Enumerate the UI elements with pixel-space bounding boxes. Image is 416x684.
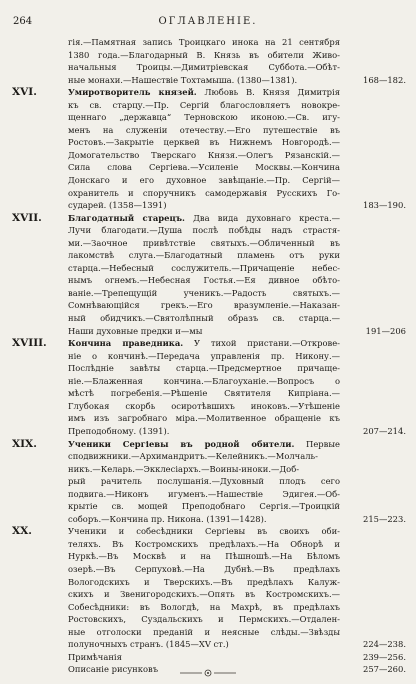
toc-entry xyxy=(12,651,408,664)
toc-line-text: Преподобному. (1391). xyxy=(68,425,170,436)
toc-line-text: сподвижники.—Архимандритъ.—Келейникъ.—Молчаль- xyxy=(68,451,318,462)
toc-line-text: Наши духовные предки и—мы xyxy=(68,325,203,336)
toc-line xyxy=(12,488,408,501)
toc-line xyxy=(12,212,408,225)
toc-line-text: Послѣдніе завѣты старца.—Предсмертное причаще- xyxy=(68,363,340,374)
toc-line xyxy=(12,199,408,212)
toc-line xyxy=(12,149,408,162)
page-range: 215—223. xyxy=(362,513,406,524)
toc-line-text: Донскаго и его духовное завѣщаніе.—Пр. Сергій— xyxy=(68,175,340,186)
toc-line-text: Описаніе рисунковъ xyxy=(68,664,159,675)
toc-line-text: ный обидчикъ.—Святолѣпный образъ св. старца.— xyxy=(68,313,340,324)
toc-line-text: Сила слова Сергіева.—Усиленіе Москвы.—Кончина xyxy=(68,162,340,173)
toc-line xyxy=(12,412,408,425)
toc-line-text: Лучи благодати.—Душа послѣ побѣды надъ страстя- xyxy=(68,225,340,236)
toc-line-text: ные монахи.—Нашествіе Тохтамыша. (1380—1381). xyxy=(68,74,298,85)
toc-line xyxy=(12,187,408,200)
chapter-number: XX. xyxy=(12,525,32,538)
toc-line-text: озерѣ.—Въ Серпуховѣ.—На Дубнѣ.—Въ предѣлахъ xyxy=(68,563,340,574)
toc-line xyxy=(12,425,408,438)
toc-line-text: щеннаго „державца“ Терновскою иконою.—Св. игу- xyxy=(68,112,340,123)
toc-line-text: имъ изъ загробнаго міра.—Молитвенное обращеніе къ xyxy=(68,413,340,424)
toc-line-text: лакомствѣ слуга.—Благодатный пламень отъ руки xyxy=(68,250,340,261)
chapter-heading: Благодатный старецъ. xyxy=(68,212,185,223)
toc-line-text: Умиротворитель князей. Любовь В. Князя Димитрія xyxy=(68,87,340,98)
toc-line-text: сударей. (1358—1391) xyxy=(68,200,167,211)
chapter-number: XVIII. xyxy=(12,337,47,350)
toc-line xyxy=(12,513,408,526)
toc-line xyxy=(12,538,408,551)
toc-line-text: подвига.—Никонъ игуменъ.—Нашествіе Эдигея.—Об- xyxy=(68,488,340,499)
toc-line-text: Благодатный старецъ. Два вида духовнаго креста.— xyxy=(68,212,340,223)
toc-line xyxy=(12,312,408,325)
toc-entry xyxy=(12,337,408,437)
toc-line-text: Ученики Сергіевы въ родной обители. Первые xyxy=(68,438,340,449)
toc-line xyxy=(12,337,408,350)
page-range: 224—238. xyxy=(362,639,406,650)
ornament-divider-icon xyxy=(178,668,238,678)
toc-line-text: ные отголоски преданій и неясные слѣды.—Звѣзды xyxy=(68,626,340,637)
toc-line xyxy=(12,500,408,513)
toc-line xyxy=(12,49,408,62)
toc-line-text: Ростовъ.—Закрытіе церквей въ Нижнемъ Новгородѣ.— xyxy=(68,137,340,148)
page-range: 257—260. xyxy=(362,664,406,675)
toc-line-text: начальныя Троицы.—Димитріевская Суббота.—Обѣт- xyxy=(68,62,340,73)
toc-line xyxy=(12,74,408,87)
toc-entry xyxy=(12,86,408,211)
page-title: ОГЛАВЛЕНІЕ. xyxy=(158,16,258,27)
toc-line-text: рый рачитель послушанія.—Духовный плодъ сего xyxy=(68,476,340,487)
toc-line-text: Собесѣдники: въ Вологдѣ, на Махрѣ, въ предѣлахъ xyxy=(68,601,340,612)
toc-line xyxy=(12,475,408,488)
toc-line xyxy=(12,450,408,463)
toc-line-text: менъ на служеніи отечеству.—Его путешествіе въ xyxy=(68,124,340,135)
toc-line xyxy=(12,626,408,639)
toc-line-text: Примѣчанія xyxy=(68,651,122,662)
toc-line-text: соборъ.—Кончина пр. Никона. (1391—1428). xyxy=(68,513,267,524)
page-range: 183—190. xyxy=(362,200,406,211)
chapter-heading: Умиротворитель князей. xyxy=(68,87,197,98)
page-range: 168—182. xyxy=(362,74,406,85)
toc-line-text: ми.—Заочное привѣтствіе святыхъ.—Обличенный въ xyxy=(68,237,340,248)
toc-line-text: Кончина праведника. У тихой пристани.—Открове- xyxy=(68,338,340,349)
toc-line xyxy=(12,86,408,99)
toc-line-text: ніе о кончинѣ.—Передача управленія пр. Никону.— xyxy=(68,350,340,361)
toc-line xyxy=(12,325,408,338)
toc-line xyxy=(12,224,408,237)
chapter-number: XVII. xyxy=(12,211,42,224)
toc-line xyxy=(12,375,408,388)
toc-line-text: Вологодскихъ и Тверскихъ.—Въ предѣлахъ Калуж- xyxy=(68,576,340,587)
page-range: 207—214. xyxy=(362,425,406,436)
toc-line-text: Сомнѣвающійся грекъ.—Его вразумленіе.—Наказан- xyxy=(68,300,340,311)
toc-line-text: ніе.—Блаженная кончина.—Благоуханіе.—Вопросъ о xyxy=(68,375,340,386)
toc-line-text: охранитель и споручникъ самодержавія Русскихъ Го- xyxy=(68,187,340,198)
toc-line-text: ваніе.—Трепещущій ученикъ.—Радость святыхъ.— xyxy=(68,287,340,298)
table-of-contents xyxy=(12,36,408,676)
toc-line xyxy=(12,638,408,651)
toc-line-text: скихъ и Звенигородскихъ.—Опять въ Костромскихъ.— xyxy=(68,589,340,600)
toc-line xyxy=(12,161,408,174)
toc-line xyxy=(12,111,408,124)
toc-line-text: гія.—Памятная запись Троицкаго инока на 21 сентября xyxy=(68,37,340,47)
toc-line-text: Домогательство Тверскаго Князя.—Олегъ Рязанскій.— xyxy=(68,149,340,160)
toc-line xyxy=(12,563,408,576)
chapter-heading: Ученики Сергіевы въ родной обители. xyxy=(68,438,295,449)
toc-line xyxy=(12,299,408,312)
toc-line xyxy=(12,237,408,250)
toc-line xyxy=(12,262,408,275)
toc-line xyxy=(12,136,408,149)
toc-line xyxy=(12,613,408,626)
toc-entry xyxy=(12,36,408,86)
toc-line xyxy=(12,287,408,300)
toc-line-text: Ученики и собесѣдники Сергіевы въ своихъ оби- xyxy=(68,526,340,537)
toc-line xyxy=(12,362,408,375)
toc-line-text: къ св. старцу.—Пр. Сергій благословляетъ новокре- xyxy=(68,99,340,110)
toc-line xyxy=(12,350,408,363)
toc-line xyxy=(12,588,408,601)
toc-line-text: крытіе св. мощей Преподобнаго Сергія.—Троицкій xyxy=(68,501,340,512)
toc-line xyxy=(12,400,408,413)
toc-line xyxy=(12,651,408,664)
toc-line-text: Глубокая скорбь осиротѣвшихъ иноковъ.—Утѣшеніе xyxy=(68,400,340,411)
toc-line xyxy=(12,550,408,563)
toc-line xyxy=(12,249,408,262)
page-range: 191—206 xyxy=(365,325,406,336)
page-number: 264 xyxy=(13,16,33,27)
toc-line-text: теляхъ. Въ Костромскихъ предѣлахъ.—На Обнорѣ и xyxy=(68,538,340,549)
toc-entry xyxy=(12,212,408,337)
chapter-heading: Кончина праведника. xyxy=(68,338,184,349)
toc-line-text: никъ.—Келарь.—Экклесіархъ.—Воины-иноки.—Доб- xyxy=(68,463,300,474)
toc-line xyxy=(12,387,408,400)
toc-line xyxy=(12,601,408,614)
toc-line xyxy=(12,274,408,287)
toc-line xyxy=(12,61,408,74)
toc-line xyxy=(12,124,408,137)
toc-line xyxy=(12,174,408,187)
toc-line xyxy=(12,576,408,589)
chapter-number: XVI. xyxy=(12,86,37,99)
toc-line-text: Нуркѣ.—Въ Москвѣ и на Пѣшношѣ.—На Бѣломъ xyxy=(68,551,340,562)
toc-line-text: Ростовскихъ, Суздальскихъ и Пермскихъ.—Отдален- xyxy=(68,614,340,625)
toc-line-text: старца.—Небесный сослужитель.—Причащеніе небес- xyxy=(68,262,340,273)
page-header xyxy=(0,16,416,30)
toc-line xyxy=(12,36,408,49)
toc-line xyxy=(12,438,408,451)
toc-line-text: полуночныхъ странъ. (1845—XV ст.) xyxy=(68,639,229,650)
toc-line-text: нымъ огнемъ.—Небесная Гостья.—Ея дивное обѣто- xyxy=(68,275,340,286)
toc-line-text: мѣстѣ погребенія.—Рѣшеніе Святителя Кипріана.— xyxy=(68,388,340,399)
page-range: 239—256. xyxy=(362,651,406,662)
toc-line xyxy=(12,525,408,538)
toc-line xyxy=(12,463,408,476)
toc-line-text: 1380 года.—Благодарный В. Князь въ обители Живо- xyxy=(68,49,340,60)
toc-entry xyxy=(12,438,408,526)
toc-line xyxy=(12,99,408,112)
toc-entry xyxy=(12,525,408,650)
chapter-number: XIX. xyxy=(12,437,37,450)
